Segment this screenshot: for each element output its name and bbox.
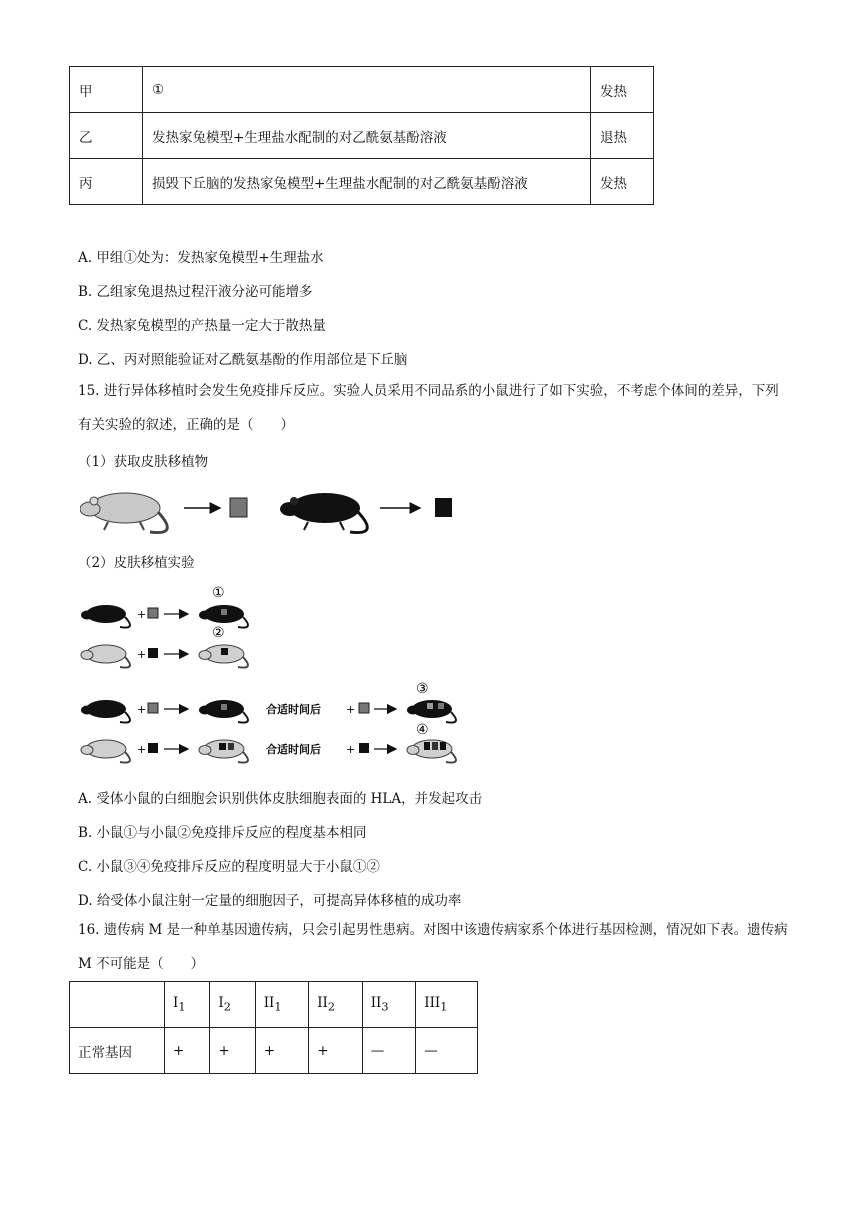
header-cell: $II_1$ bbox=[255, 982, 309, 1028]
black-skin-graft bbox=[432, 742, 438, 750]
black-mouse-icon bbox=[280, 493, 367, 533]
group-cell: 乙 bbox=[70, 113, 143, 159]
grey-skin-graft bbox=[221, 609, 227, 615]
result-cell: 发热 bbox=[591, 159, 654, 205]
row-label: 正常基因 bbox=[70, 1028, 165, 1074]
black-skin-graft bbox=[440, 742, 446, 750]
black-mouse-icon bbox=[81, 700, 130, 723]
plus-sign: + bbox=[137, 648, 147, 661]
table-cell: + bbox=[255, 1028, 309, 1074]
header-cell: $I_1$ bbox=[165, 982, 210, 1028]
experiment-table bbox=[69, 66, 654, 205]
grey-skin-graft bbox=[221, 704, 227, 710]
option-d: D. 给受体小鼠注射一定量的细胞因子，可提高异体移植的成功率 bbox=[78, 893, 462, 909]
black-mouse-icon bbox=[199, 700, 248, 723]
black-skin-graft bbox=[221, 648, 228, 655]
treatment-cell: ① bbox=[143, 67, 591, 113]
grey-skin-graft bbox=[427, 703, 433, 709]
option-c: C. 小鼠③④免疫排斥反应的程度明显大于小鼠①② bbox=[78, 859, 380, 875]
result-cell: 退热 bbox=[591, 113, 654, 159]
after-interval-text: 合适时间后 bbox=[266, 743, 321, 756]
grey-mouse-icon bbox=[81, 740, 130, 763]
plus-sign: + bbox=[346, 743, 356, 756]
transplant-experiment-figure bbox=[80, 584, 480, 766]
grey-mouse-icon bbox=[81, 645, 130, 668]
option-c: C. 发热家兔模型的产热量一定大于散热量 bbox=[78, 318, 326, 334]
table-header-row bbox=[70, 982, 478, 1028]
option-a: A. 受体小鼠的白细胞会识别供体皮肤细胞表面的 HLA，并发起攻击 bbox=[78, 791, 483, 807]
result-cell: 发热 bbox=[591, 67, 654, 113]
black-skin-graft bbox=[219, 743, 226, 750]
header-cell: $II_2$ bbox=[309, 982, 363, 1028]
grey-skin-graft bbox=[230, 498, 247, 517]
label-1: ① bbox=[212, 585, 225, 601]
header-cell: $III_1$ bbox=[416, 982, 478, 1028]
graft-source-figure bbox=[80, 484, 480, 540]
grey-skin-graft bbox=[359, 703, 369, 713]
table-row bbox=[70, 113, 654, 159]
grey-skin-graft bbox=[438, 703, 444, 709]
grey-skin-graft bbox=[148, 608, 158, 618]
plus-sign: + bbox=[346, 703, 356, 716]
question-16-stem: 16. 遗传病 M 是一种单基因遗传病，只会引起男性患病。对图中该遗传病家系个体进行基因检测，情况如下表。遗传病 M 不可能是（ ） bbox=[78, 922, 788, 972]
table-cell: — bbox=[416, 1028, 478, 1074]
treatment-cell: 发热家兔模型+生理盐水配制的对乙酰氨基酚溶液 bbox=[143, 113, 591, 159]
grey-mouse-icon bbox=[80, 493, 167, 533]
option-b: B. 乙组家兔退热过程汗液分泌可能增多 bbox=[78, 284, 313, 300]
option-a: A. 甲组①处为：发热家兔模型+生理盐水 bbox=[78, 250, 324, 266]
table-cell: + bbox=[210, 1028, 255, 1074]
black-skin-graft bbox=[359, 743, 369, 753]
grey-mouse-icon bbox=[407, 740, 456, 763]
black-skin-graft bbox=[148, 648, 158, 658]
header-cell: $II_3$ bbox=[362, 982, 416, 1028]
black-mouse-icon bbox=[81, 605, 130, 628]
option-b: B. 小鼠①与小鼠②免疫排斥反应的程度基本相同 bbox=[78, 825, 367, 841]
plus-sign: + bbox=[137, 608, 147, 621]
table-row bbox=[70, 67, 654, 113]
table-cell: + bbox=[309, 1028, 363, 1074]
group-cell: 丙 bbox=[70, 159, 143, 205]
table-row bbox=[70, 159, 654, 205]
header-cell: $I_2$ bbox=[210, 982, 255, 1028]
option-d: D. 乙、丙对照能验证对乙酰氨基酚的作用部位是下丘脑 bbox=[78, 352, 408, 368]
treatment-cell: 损毁下丘脑的发热家兔模型+生理盐水配制的对乙酰氨基酚溶液 bbox=[143, 159, 591, 205]
gene-test-table bbox=[69, 981, 478, 1074]
table-cell: + bbox=[165, 1028, 210, 1074]
black-skin-graft bbox=[435, 498, 452, 517]
table-cell: — bbox=[362, 1028, 416, 1074]
question-15-stem: 15. 进行异体移植时会发生免疫排斥反应。实验人员采用不同品系的小鼠进行了如下实验，不考虑个体间的差异，下列有关实验的叙述，正确的是（ ） bbox=[78, 383, 779, 433]
black-skin-graft bbox=[424, 742, 430, 750]
step-2-label: （2）皮肤移植实验 bbox=[78, 555, 195, 571]
after-interval-text: 合适时间后 bbox=[266, 703, 321, 716]
group-cell: 甲 bbox=[70, 67, 143, 113]
grey-skin-graft bbox=[148, 703, 158, 713]
label-4: ④ bbox=[416, 722, 429, 738]
step-1-label: （1）获取皮肤移植物 bbox=[78, 454, 209, 470]
plus-sign: + bbox=[137, 743, 147, 756]
table-row bbox=[70, 1028, 478, 1074]
plus-sign: + bbox=[137, 703, 147, 716]
black-skin-graft bbox=[228, 743, 234, 750]
header-cell bbox=[70, 982, 165, 1028]
label-2: ② bbox=[212, 625, 225, 641]
black-skin-graft bbox=[148, 743, 158, 753]
label-3: ③ bbox=[416, 681, 429, 697]
